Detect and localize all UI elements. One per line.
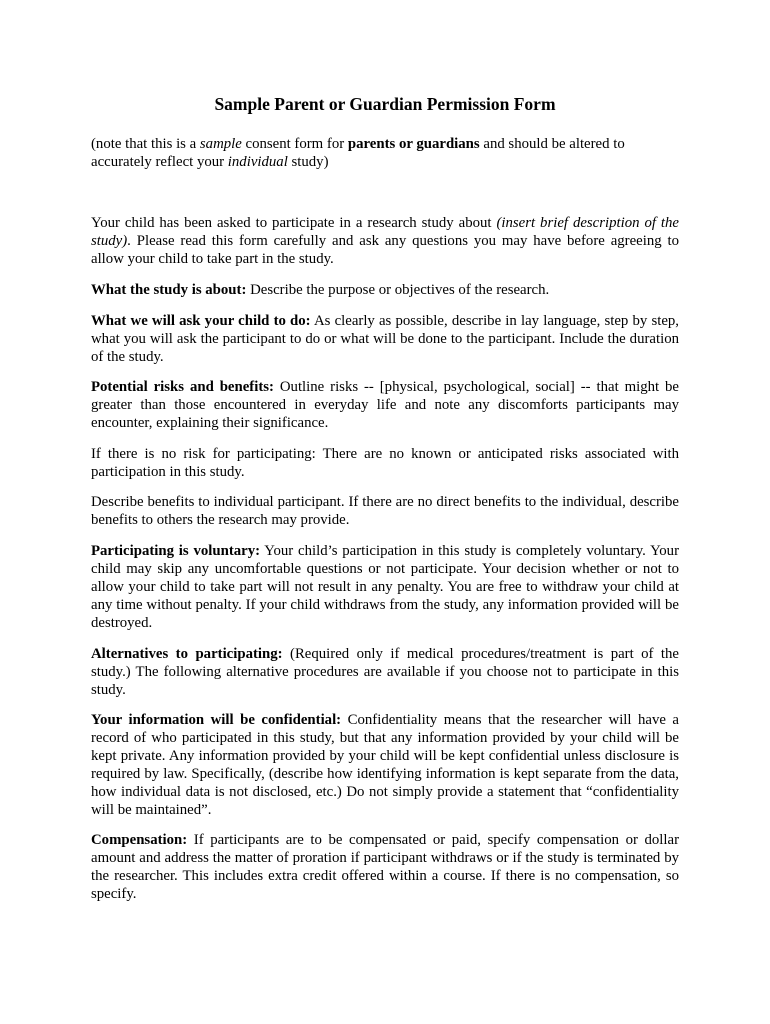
section-heading: Potential risks and benefits: [91, 379, 274, 395]
section-compensation [91, 831, 679, 903]
section-text: Confidentiality means that the researcher will have a record of who participated in this study, but that any information provided by your child will be kept private. Any information provided by your child will be kept confidential unless disclosure is required by law. Specifically, (describe how identifying information is kept separate from the data, how individual data is not disclosed, etc.) Do not simply provide a statement that “confidentiality will be maintained”. [91, 712, 680, 818]
section-benefits [91, 493, 679, 529]
section-alternatives [91, 645, 679, 699]
note-individual-emphasis: individual [227, 154, 288, 170]
intro-text: . Please read this form carefully and ask any questions you may have before agreeing to allow your child to take part in the study. [91, 233, 679, 267]
section-text: If participants are to be compensated or paid, specify compensation or dollar amount and address the matter of proration if participant withdraws or if the study is terminated by the researcher. This includes extra credit offered within a course. If there is no compensation, so specify. [91, 832, 679, 902]
note-paragraph [91, 135, 679, 171]
section-about [91, 281, 679, 299]
section-heading: Your information will be confidential: [91, 712, 342, 728]
note-text: study) [287, 154, 329, 170]
section-no-risk [91, 445, 679, 481]
section-risks [91, 378, 679, 432]
section-voluntary [91, 542, 679, 632]
section-text: Describe the purpose or objectives of the research. [246, 282, 550, 298]
intro-insert-placeholder: (insert brief description of the study) [91, 215, 679, 249]
section-ask [91, 312, 679, 366]
intro-text: Your child has been asked to participate in a research study about [91, 215, 497, 231]
section-text: (Required only if medical procedures/treatment is part of the study.) The following alternative procedures are available if you choose not to participate in this study. [91, 646, 679, 698]
form-title: Sample Parent or Guardian Permission Form [214, 94, 556, 114]
section-text: Outline risks -- [physical, psychological, social] -- that might be greater than those encountered in everyday life and note any discomforts participants may encounter, explaining their significance. [91, 379, 679, 431]
note-sample-emphasis: sample [199, 136, 242, 152]
section-text: Your child’s participation in this study is completely voluntary. Your child may skip any uncomfortable questions or not participate. Your decision whether or not to allow your child to take part will not result in any penalty. You are free to withdraw your child at any time without penalty. If your child withdraws from the study, any information provided will be destroyed. [91, 543, 679, 631]
section-heading: Participating is voluntary: [91, 543, 261, 559]
section-heading: What we will ask your child to do: [91, 313, 311, 329]
section-text: If there is no risk for participating: There are no known or anticipated risks associated with participation in this study. [91, 446, 679, 480]
section-confidential [91, 711, 679, 819]
section-heading: Alternatives to participating: [91, 646, 283, 662]
section-heading: What the study is about: [91, 282, 247, 298]
note-text: and should be altered to accurately reflect your [91, 136, 625, 170]
note-text: consent form for [241, 136, 348, 152]
intro-paragraph [91, 214, 679, 268]
note-parents-emphasis: parents or guardians [347, 136, 480, 152]
section-text: As clearly as possible, describe in lay language, step by step, what you will ask the participant to do or what will be done to the participant. Include the duration of the study. [91, 313, 679, 365]
note-text: (note that this is a [91, 136, 200, 152]
section-text: Describe benefits to individual participant. If there are no direct benefits to the individual, describe benefits to others the research may provide. [91, 494, 679, 528]
section-heading: Compensation: [91, 832, 188, 848]
